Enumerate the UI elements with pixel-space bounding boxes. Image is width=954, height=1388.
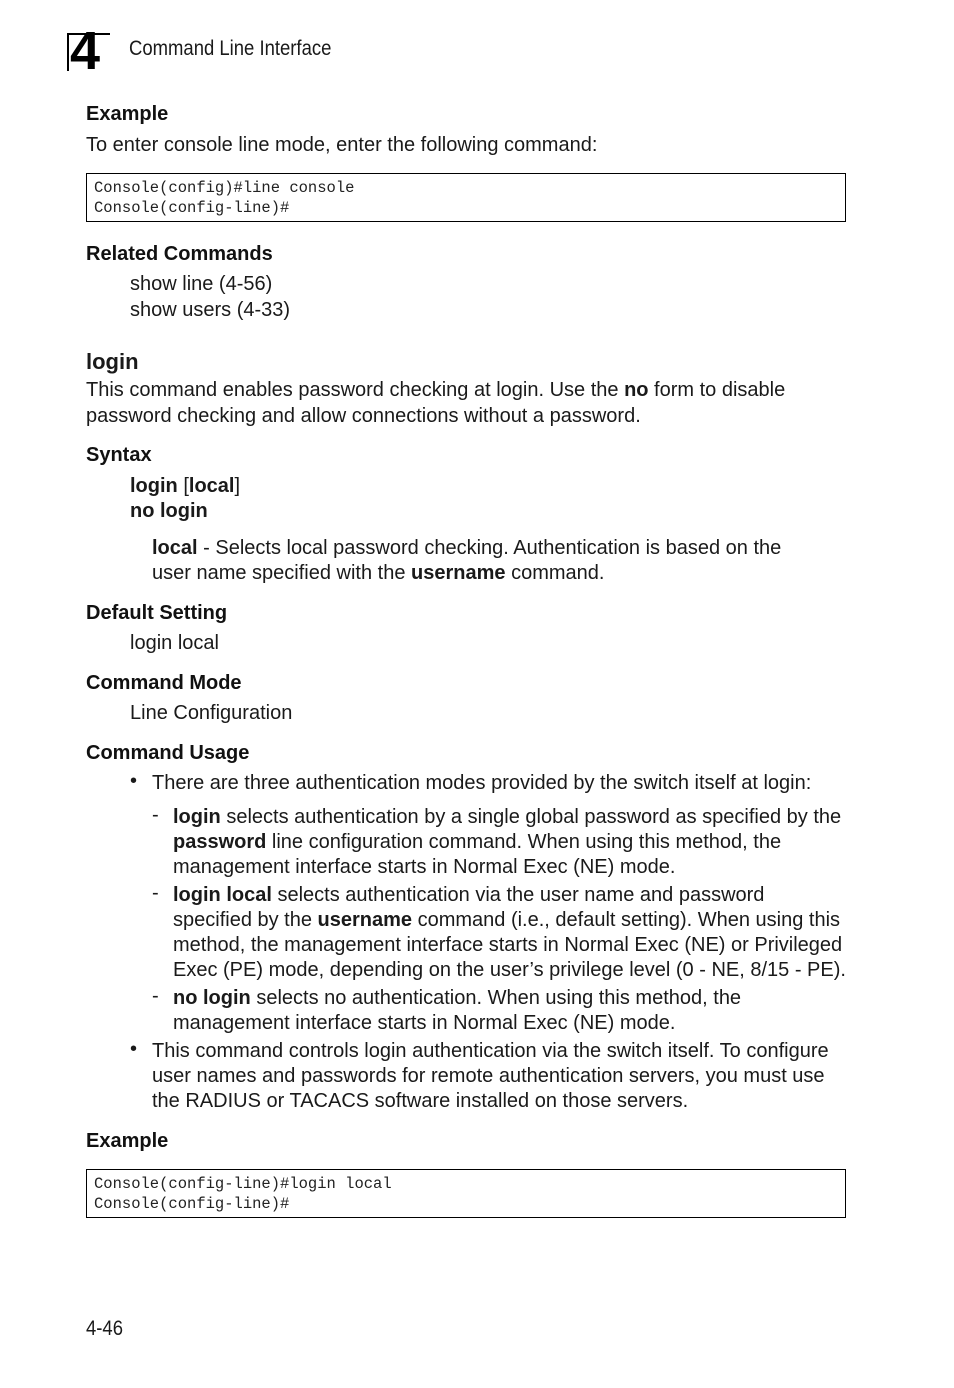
command-mode-heading: Command Mode	[86, 672, 242, 694]
param-text: user name specified with the	[152, 562, 412, 584]
usage-sub-item-line	[173, 907, 840, 933]
usage-sub-item-line: method, the management interface starts in Normal Exec (NE) or Privileged	[173, 934, 843, 956]
syntax-bracket: ]	[234, 475, 241, 497]
code-line: Console(config-line)#	[94, 199, 290, 217]
param-name: local	[152, 537, 198, 559]
syntax-keyword: no login	[130, 500, 208, 522]
usage-sub-item-line: Exec (PE) mode, depending on the user’s privilege level (0 - NE, 8/15 - PE).	[173, 959, 846, 981]
sub-bold: login	[173, 806, 221, 828]
sub-bold: username	[317, 909, 413, 931]
sub-text: specified by the	[173, 909, 318, 931]
code-line: Console(config)#line console	[94, 179, 355, 197]
syntax-line	[130, 473, 240, 499]
sub-text: line configuration command. When using this method, the	[266, 831, 782, 853]
sub-text: selects authentication via the user name and password	[271, 884, 765, 906]
sub-bold: password	[173, 831, 267, 853]
chapter-number: 4	[70, 21, 99, 81]
syntax-line	[130, 498, 208, 524]
default-setting-value: login local	[130, 632, 219, 654]
param-bold: username	[411, 562, 506, 584]
desc-text: This command enables password checking at login. Use the	[86, 379, 625, 401]
syntax-bracket: [	[177, 475, 189, 497]
sub-bold: login local	[173, 884, 272, 906]
running-header-title: Command Line Interface	[129, 37, 332, 60]
desc-bold: no	[624, 379, 649, 401]
dash-mark: -	[152, 985, 159, 1007]
param-text: - Selects local password checking. Authentication is based on the	[197, 537, 782, 559]
dash-mark: -	[152, 882, 159, 904]
related-commands-heading: Related Commands	[86, 243, 273, 265]
command-mode-value: Line Configuration	[130, 702, 293, 724]
usage-bullet-text-line: user names and passwords for remote authentication servers, you must use	[152, 1065, 825, 1087]
related-command-item: show line (4-56)	[130, 273, 273, 295]
sub-text: command (i.e., default setting). When using this	[412, 909, 841, 931]
sub-text: selects no authentication. When using this method, the	[250, 987, 742, 1009]
param-description-line2	[152, 560, 604, 586]
usage-sub-item	[173, 985, 741, 1011]
usage-sub-item	[173, 804, 841, 830]
param-text: command.	[505, 562, 605, 584]
example-intro: To enter console line mode, enter the following command:	[86, 134, 598, 156]
usage-sub-item-line: management interface starts in Normal Exec (NE) mode.	[173, 1012, 676, 1034]
code-line: Console(config-line)#	[94, 1195, 290, 1213]
usage-sub-item	[173, 882, 764, 908]
syntax-keyword: login	[130, 475, 178, 497]
example-heading: Example	[86, 1130, 169, 1152]
command-description-line2: password checking and allow connections without a password.	[86, 405, 641, 427]
usage-bullet-text-line: the RADIUS or TACACS software installed on those servers.	[152, 1090, 689, 1112]
command-usage-heading: Command Usage	[86, 742, 250, 764]
example-heading: Example	[86, 103, 169, 125]
command-title: login	[86, 349, 139, 374]
page-number: 4-46	[86, 1317, 123, 1340]
param-description	[152, 535, 822, 561]
usage-sub-item-line	[173, 829, 781, 855]
bullet-mark: •	[130, 770, 138, 792]
default-setting-heading: Default Setting	[86, 602, 228, 624]
related-command-item: show users (4-33)	[130, 299, 291, 321]
sub-text: selects authentication by a single global password as specified by the	[220, 806, 842, 828]
usage-bullet-text: There are three authentication modes provided by the switch itself at login:	[152, 772, 812, 794]
bullet-mark: •	[130, 1038, 138, 1060]
usage-bullet-text: This command controls login authentication via the switch itself. To configure	[152, 1040, 829, 1062]
code-line: Console(config-line)#login local	[94, 1175, 392, 1193]
desc-text: form to disable	[648, 379, 786, 401]
syntax-heading: Syntax	[86, 444, 152, 466]
syntax-param: local	[188, 475, 235, 497]
code-block	[86, 1169, 846, 1218]
sub-bold: no login	[173, 987, 251, 1009]
command-description	[86, 377, 846, 403]
dash-mark: -	[152, 804, 159, 826]
code-block	[86, 173, 846, 222]
usage-sub-item-line: management interface starts in Normal Exec (NE) mode.	[173, 856, 676, 878]
